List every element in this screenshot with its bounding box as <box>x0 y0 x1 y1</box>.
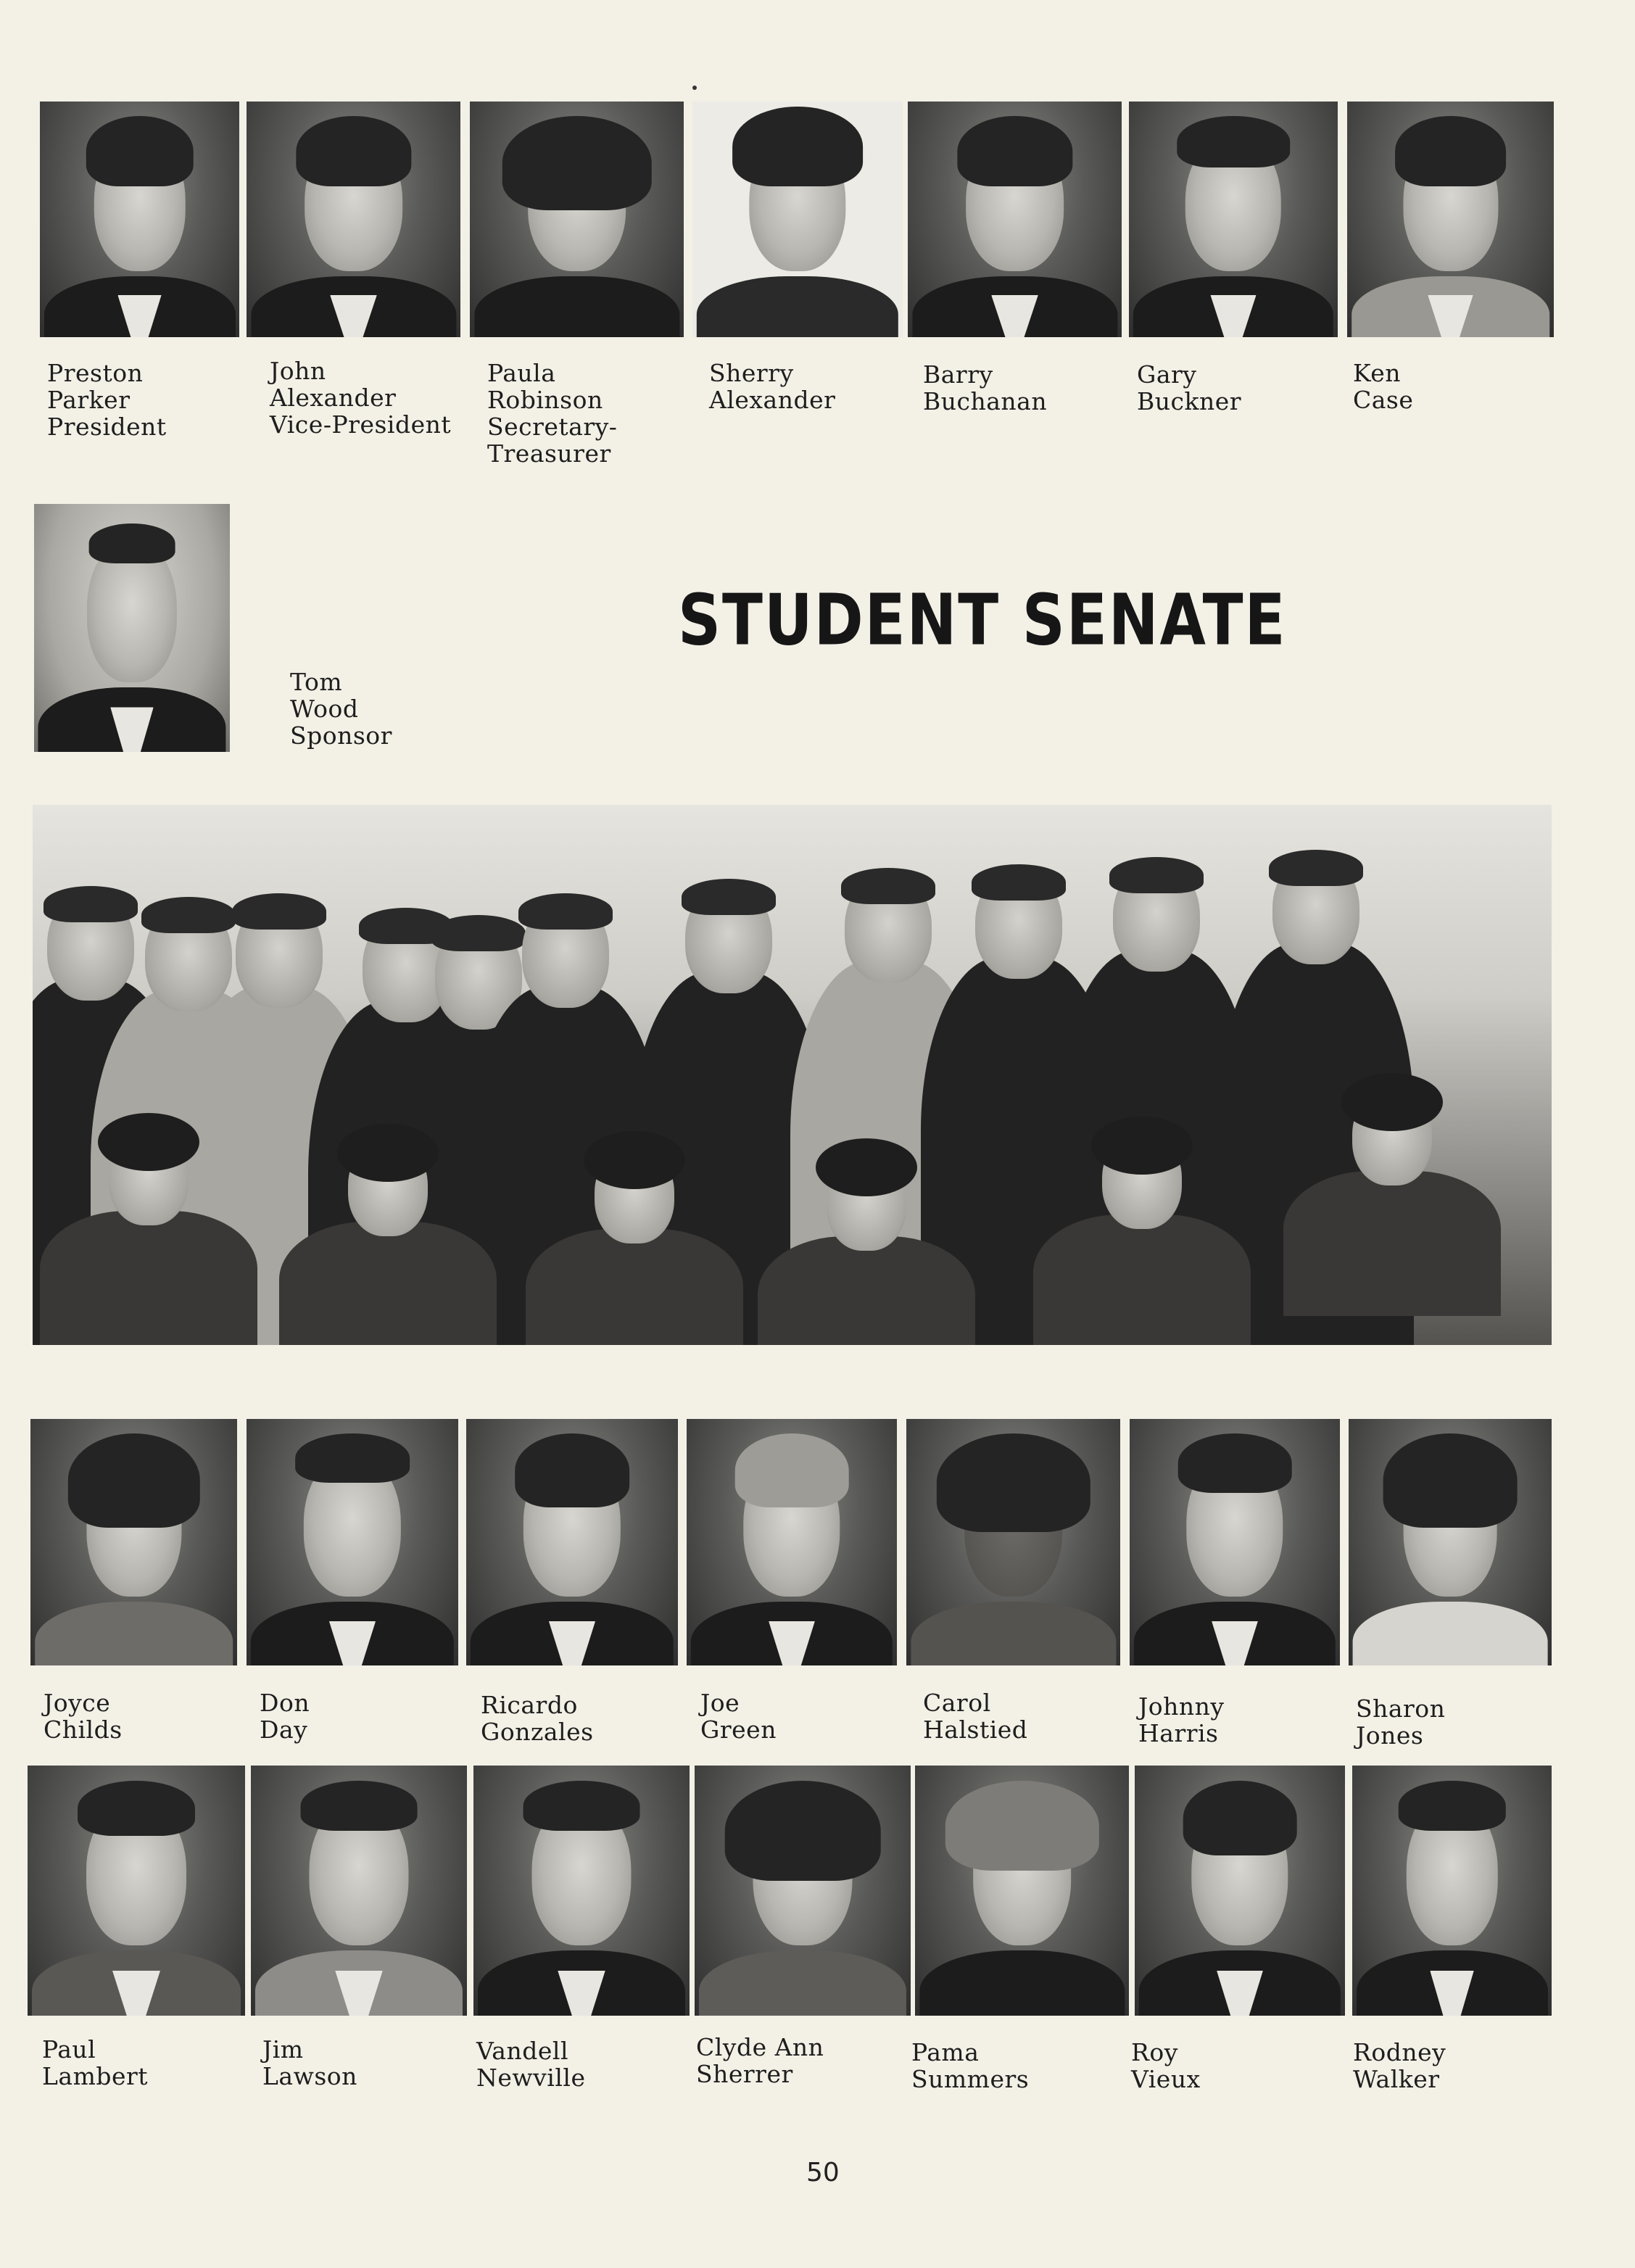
member-name-don-day: Don Day <box>260 1689 310 1744</box>
member-name-joe-green: Joe Green <box>700 1689 777 1744</box>
portrait-paul-lambert <box>28 1766 245 2016</box>
member-name-roy-vieux: Roy Vieux <box>1131 2038 1201 2093</box>
officer-name-1: Preston Parker President <box>47 359 167 441</box>
portrait-carol-halstied <box>906 1419 1120 1665</box>
portrait-joe-green <box>687 1419 897 1665</box>
member-name-sharon-jones: Sharon Jones <box>1356 1694 1446 1750</box>
officer-name-2: John Alexander Vice-President <box>270 357 452 439</box>
member-name-clyde-ann-sherrer: Clyde Ann Sherrer <box>696 2033 824 2088</box>
member-name-jim-lawson: Jim Lawson <box>262 2035 357 2090</box>
officer-name-3: Paula Robinson Secretary- Treasurer <box>487 359 618 468</box>
member-name-johnny-harris: Johnny Harris <box>1138 1692 1225 1747</box>
member-name-pama-summers: Pama Summers <box>911 2038 1030 2093</box>
member-name-joyce-childs: Joyce Childs <box>44 1689 123 1744</box>
portrait-roy-vieux <box>1135 1766 1345 2016</box>
portrait-ken-case <box>1347 102 1554 337</box>
portrait-gary-buckner <box>1129 102 1338 337</box>
member-name-ricardo-gonzales: Ricardo Gonzales <box>481 1691 594 1746</box>
group-photo <box>33 805 1552 1345</box>
member-name-carol-halstied: Carol Halstied <box>923 1689 1028 1744</box>
portrait-rodney-walker <box>1352 1766 1552 2016</box>
member-name-vandell-newville: Vandell Newville <box>476 2037 586 2092</box>
page-title: STUDENT SENATE <box>678 580 1287 662</box>
portrait-john-alexander <box>247 102 460 337</box>
portrait-barry-buchanan <box>908 102 1122 337</box>
portrait-sharon-jones <box>1349 1419 1552 1665</box>
portrait-sherry-alexander <box>692 102 903 337</box>
portrait-pama-summers <box>915 1766 1129 2016</box>
portrait-paula-robinson <box>470 102 684 337</box>
print-speck <box>692 86 697 90</box>
member-name-gary-buckner: Gary Buckner <box>1137 360 1242 415</box>
portrait-preston-parker <box>40 102 239 337</box>
member-name-paul-lambert: Paul Lambert <box>42 2035 149 2090</box>
portrait-joyce-childs <box>30 1419 237 1665</box>
page-number: 50 <box>806 2158 840 2188</box>
portrait-vandell-newville <box>473 1766 690 2016</box>
member-name-sherry-alexander: Sherry Alexander <box>709 359 836 414</box>
portrait-johnny-harris <box>1130 1419 1340 1665</box>
sponsor-name: Tom Wood Sponsor <box>290 668 392 750</box>
portrait-clyde-ann-sherrer <box>695 1766 911 2016</box>
portrait-tom-wood <box>34 504 230 752</box>
portrait-jim-lawson <box>251 1766 467 2016</box>
member-name-rodney-walker: Rodney Walker <box>1353 2038 1446 2093</box>
portrait-ricardo-gonzales <box>466 1419 678 1665</box>
member-name-barry-buchanan: Barry Buchanan <box>923 360 1048 415</box>
portrait-don-day <box>247 1419 458 1665</box>
member-name-ken-case: Ken Case <box>1353 359 1414 414</box>
